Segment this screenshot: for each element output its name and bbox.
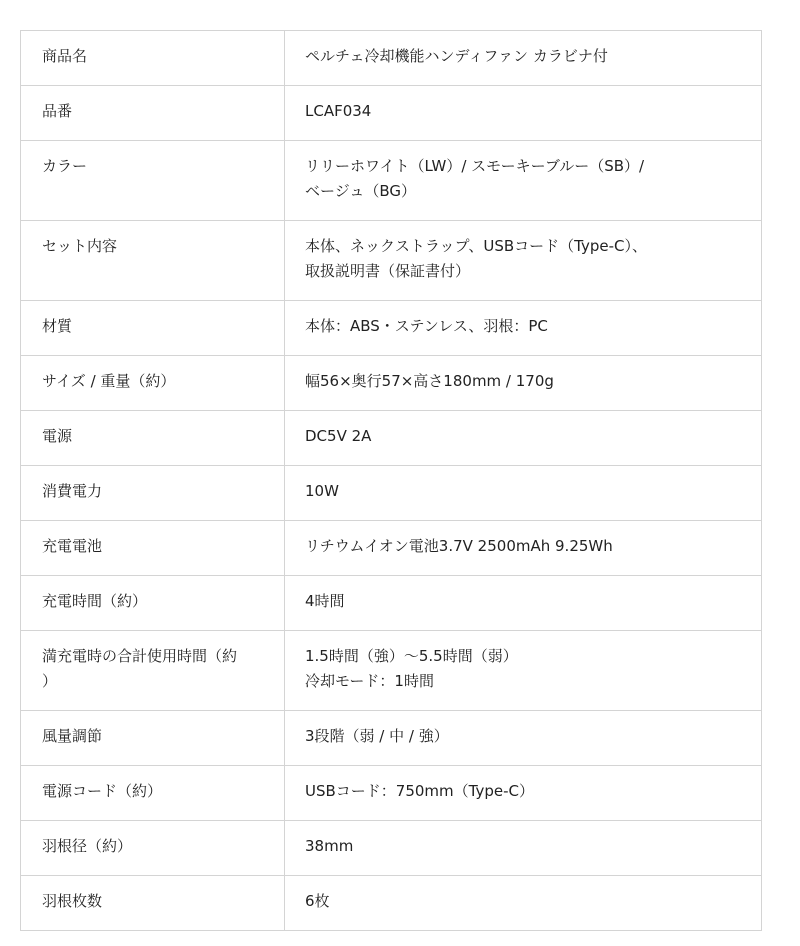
spec-label: サイズ / 重量（約） <box>21 356 285 411</box>
spec-label: 電源 <box>21 411 285 466</box>
spec-value: リチウムイオン電池3.7V 2500mAh 9.25Wh <box>285 521 762 576</box>
spec-row-blade-count <box>21 876 762 931</box>
spec-label: 満充電時の合計使用時間（約 ） <box>21 631 285 711</box>
spec-row-product-name <box>21 31 762 86</box>
spec-row-blade-diameter <box>21 821 762 876</box>
spec-row-model-number <box>21 86 762 141</box>
spec-value: 38mm <box>285 821 762 876</box>
spec-row-usage-time <box>21 631 762 711</box>
spec-value: USBコード：750mm（Type-C） <box>285 766 762 821</box>
spec-label: 電源コード（約） <box>21 766 285 821</box>
spec-label: 羽根枚数 <box>21 876 285 931</box>
spec-value: 幅56×奥行57×高さ180mm / 170g <box>285 356 762 411</box>
spec-row-power-consumption <box>21 466 762 521</box>
spec-row-size-weight <box>21 356 762 411</box>
spec-label: カラー <box>21 141 285 221</box>
spec-label: 商品名 <box>21 31 285 86</box>
spec-value: 本体：ABS・ステンレス、羽根：PC <box>285 301 762 356</box>
spec-value: 10W <box>285 466 762 521</box>
spec-label: 材質 <box>21 301 285 356</box>
spec-row-charge-time <box>21 576 762 631</box>
spec-value: 6枚 <box>285 876 762 931</box>
spec-value: DC5V 2A <box>285 411 762 466</box>
spec-value: 1.5時間（強）～5.5時間（弱） 冷却モード：1時間 <box>285 631 762 711</box>
spec-row-set-contents <box>21 221 762 301</box>
spec-value: LCAF034 <box>285 86 762 141</box>
spec-value: 本体、ネックストラップ、USBコード（Type-C）、 取扱説明書（保証書付） <box>285 221 762 301</box>
spec-value: リリーホワイト（LW）/ スモーキーブルー（SB）/ ベージュ（BG） <box>285 141 762 221</box>
spec-row-battery <box>21 521 762 576</box>
spec-value: ペルチェ冷却機能ハンディファン カラビナ付 <box>285 31 762 86</box>
spec-row-fan-speed <box>21 711 762 766</box>
spec-label: セット内容 <box>21 221 285 301</box>
spec-label: 品番 <box>21 86 285 141</box>
spec-label: 充電時間（約） <box>21 576 285 631</box>
spec-row-material <box>21 301 762 356</box>
spec-label: 消費電力 <box>21 466 285 521</box>
spec-row-color <box>21 141 762 221</box>
spec-label: 充電電池 <box>21 521 285 576</box>
spec-label: 風量調節 <box>21 711 285 766</box>
spec-value: 4時間 <box>285 576 762 631</box>
spec-table <box>20 30 762 931</box>
spec-row-power-cord <box>21 766 762 821</box>
spec-label: 羽根径（約） <box>21 821 285 876</box>
spec-row-power-source <box>21 411 762 466</box>
spec-value: 3段階（弱 / 中 / 強） <box>285 711 762 766</box>
